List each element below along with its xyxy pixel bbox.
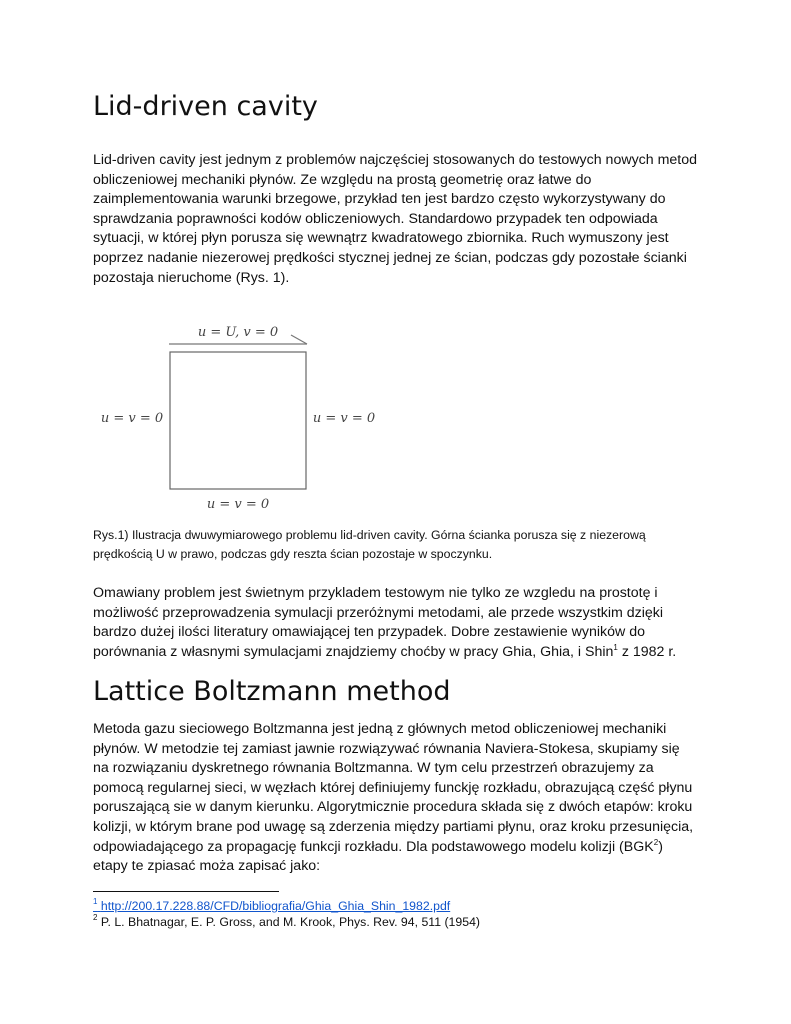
paragraph-intro	[93, 151, 713, 288]
right-boundary-label: u = v = 0	[312, 411, 376, 426]
footnote-1-url[interactable]: http://200.17.228.88/CFD/bibliografia/Ghia_Ghia_Shin_1982.pdf	[100, 899, 451, 913]
lid-arrow-head	[291, 335, 307, 344]
caption-line: Rys.1) Ilustracja dwuwymiarowego problemu lid-driven cavity. Górna ścianka porusza się z niezerową	[93, 528, 646, 542]
paragraph-ghia	[93, 584, 713, 662]
caption-line: prędkością U w prawo, podczas gdy reszta ścian pozostaje w spoczynku.	[93, 546, 493, 561]
top-boundary-label: u = U, v = 0	[197, 325, 279, 340]
paragraph-line: poprzez nadanie niezerowej prędkości stycznej jednej ze ścian, podczas gdy pozostałe ścianki	[93, 249, 687, 266]
footnote-2	[93, 914, 480, 930]
text-segment: )	[658, 838, 663, 855]
text-segment: odpowiadającego za propagację funkcji rozkładu. Dla podstawowego modelu kolizji (BGK	[93, 838, 654, 855]
text-segment: z 1982 r.	[617, 643, 677, 660]
paragraph-line: Lid-driven cavity jest jednym z problemów najczęściej stosowanych do testowych nowych metod	[93, 152, 698, 168]
paragraph-line: bardzo dużej ilości literatury omawiającej ten przypadek. Dobre zestawienie wyników do	[93, 624, 646, 641]
paragraph-line	[93, 643, 713, 663]
paragraph-line: etapy te zpiasać moża zapisać jako:	[93, 858, 321, 875]
bottom-boundary-label: u = v = 0	[206, 497, 270, 512]
footnote-ref-2[interactable]: 2	[653, 837, 659, 847]
footnote-1	[93, 898, 450, 914]
paragraph-line: na rozwiązaniu dyskretnego równania Boltzmanna. W tym celu przestrzeń obrazujemy za	[93, 760, 654, 777]
paragraph-line: pozostaja nieruchome (Rys. 1).	[93, 269, 290, 286]
footnote-number: 1	[93, 897, 98, 906]
left-boundary-label: u = v = 0	[100, 411, 164, 426]
paragraph-line: obliczeniowej mechaniki płynów. Ze względu na prostą geometrię oraz łatwe do	[93, 171, 592, 188]
paragraph-line: płynów. W metodzie tej zamiast jawnie rozwiązywać równania Naviera-Stokesa, skupiamy się	[93, 740, 680, 757]
cavity-box	[170, 352, 306, 489]
paragraph-line: sprawdzania poprawności kodów obliczeniowych. Standardowo przypadek ten odpowiada	[93, 210, 658, 227]
paragraph-line: Metoda gazu sieciowego Boltzmanna jest jedną z głównych metod obliczeniowej mechaniki	[93, 721, 667, 737]
paragraph-line: możliwość przeprowadzenia symulacji przeróżnymi metodami, ale przede wszystkim dzięki	[93, 604, 664, 621]
paragraph-line: zaimplementowania warunki brzegowe, przykład ten jest bardzo często wykorzystywany do	[93, 191, 666, 208]
paragraph-line: Omawiany problem jest świetnym przykladem testowym nie tylko ze wzgledu na prostotę i	[93, 585, 658, 601]
paragraph-line: sytuacji, w której płyn porusza się wewnątrz kwadratowego zbiornika. Ruch wymuszony jest	[93, 230, 669, 247]
paragraph-line: kolizji, w którym brane pod uwagę są zderzenia między partiami płynu, oraz kroku przesunięcia,	[93, 818, 694, 835]
footnote-number: 2	[93, 913, 98, 922]
footnote-ref-1[interactable]: 1	[613, 642, 618, 652]
paragraph-line: poruszającą sie w danym kierunku. Algorytmicznie procedura składa się z dwóch etapów: kroku	[93, 799, 693, 816]
paragraph-line: pomocą regularnej sieci, w węzłach której definiujemy funckję rozkładu, obrazującą część płynu	[93, 779, 693, 796]
paragraph-lbm	[93, 720, 713, 877]
section-heading-lattice-boltzmann: Lattice Boltzmann method	[93, 676, 451, 707]
footnote-2-text: P. L. Bhatnagar, E. P. Gross, and M. Krook, Phys. Rev. 94, 511 (1954)	[100, 915, 481, 929]
text-segment: porównania z własnymi symulacjami znajdziemy choćby w pracy Ghia, Ghia, i Shin	[93, 643, 614, 660]
footnote-divider	[93, 891, 279, 892]
section-heading-lid-driven-cavity: Lid-driven cavity	[93, 91, 318, 122]
figure-caption	[93, 526, 703, 563]
paragraph-line	[93, 838, 713, 858]
footnote-1-link[interactable]	[93, 899, 450, 913]
cavity-diagram	[95, 318, 395, 518]
